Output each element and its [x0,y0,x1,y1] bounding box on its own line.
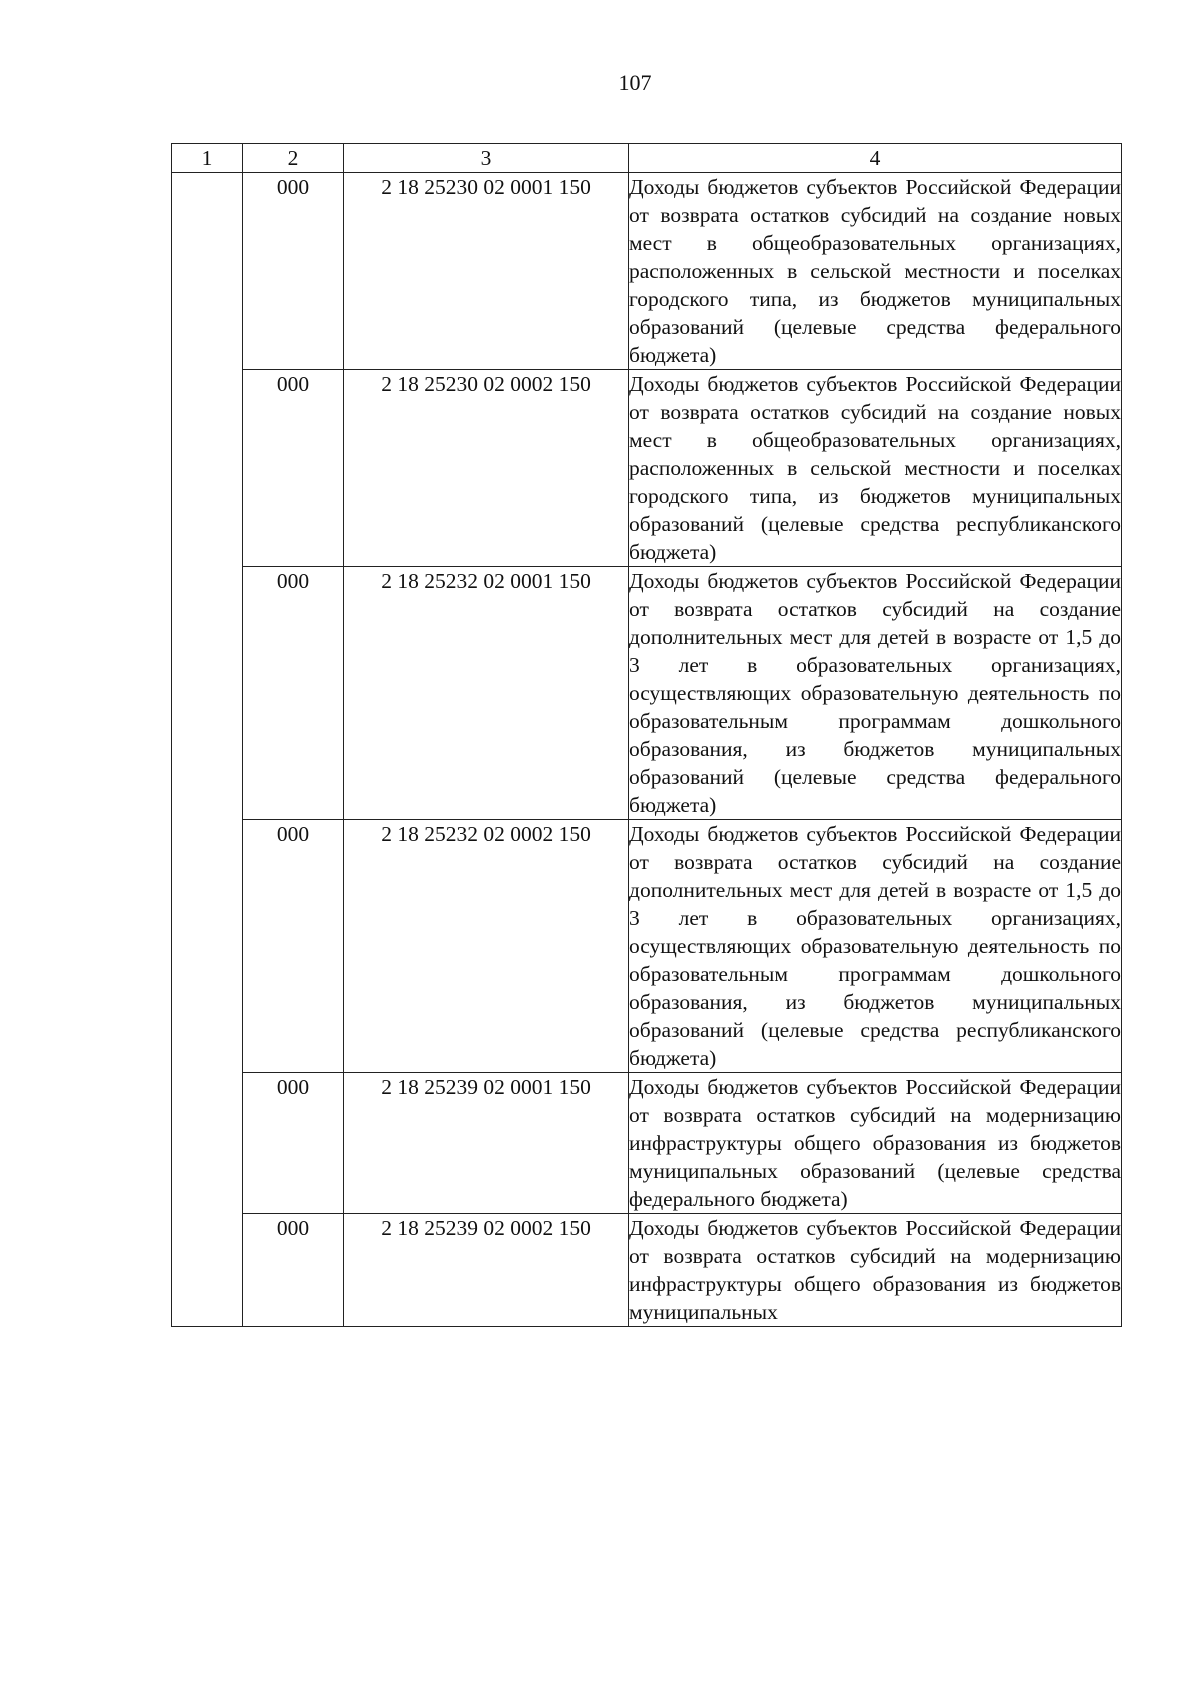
merged-column-1-cell [172,173,243,1327]
income-description-cell: Доходы бюджетов субъектов Российской Федерации от возврата остатков субсидий на создание дополнительных мест для детей в возрасте от 1,5 до 3 лет в образовательных организациях, осуществляющих образовательную деятельность по образовательным программам дошкольного образования, из бюджетов муниципальных образований (целевые средства федерального бюджета) [629,567,1122,820]
income-description-cell: Доходы бюджетов субъектов Российской Федерации от возврата остатков субсидий на модернизацию инфраструктуры общего образования из бюджетов муниципальных образований (целевые средства федерального бюджета) [629,1073,1122,1214]
header-cell-1: 1 [172,144,243,173]
table-row [172,567,1122,820]
income-code-cell: 2 18 25232 02 0001 150 [344,567,629,820]
income-description-cell: Доходы бюджетов субъектов Российской Федерации от возврата остатков субсидий на создание новых мест в общеобразовательных организациях, расположенных в сельской местности и поселках городского типа, из бюджетов муниципальных образований (целевые средства республиканского бюджета) [629,370,1122,567]
header-cell-3: 3 [344,144,629,173]
income-code-cell: 2 18 25230 02 0001 150 [344,173,629,370]
income-code-cell: 2 18 25230 02 0002 150 [344,370,629,567]
admin-code-cell: 000 [243,1214,344,1327]
admin-code-cell: 000 [243,173,344,370]
income-description-cell: Доходы бюджетов субъектов Российской Федерации от возврата остатков субсидий на модернизацию инфраструктуры общего образования из бюджетов муниципальных [629,1214,1122,1327]
income-code-cell: 2 18 25239 02 0002 150 [344,1214,629,1327]
table-row [172,1214,1122,1327]
table-row [172,173,1122,370]
income-description-cell: Доходы бюджетов субъектов Российской Федерации от возврата остатков субсидий на создание новых мест в общеобразовательных организациях, расположенных в сельской местности и поселках городского типа, из бюджетов муниципальных образований (целевые средства федерального бюджета) [629,173,1122,370]
admin-code-cell: 000 [243,567,344,820]
admin-code-cell: 000 [243,1073,344,1214]
table-header-row [172,144,1122,173]
table-row [172,820,1122,1073]
income-code-cell: 2 18 25239 02 0001 150 [344,1073,629,1214]
income-description-cell: Доходы бюджетов субъектов Российской Федерации от возврата остатков субсидий на создание дополнительных мест для детей в возрасте от 1,5 до 3 лет в образовательных организациях, осуществляющих образовательную деятельность по образовательным программам дошкольного образования, из бюджетов муниципальных образований (целевые средства республиканского бюджета) [629,820,1122,1073]
budget-codes-table [171,143,1122,1327]
table-row [172,370,1122,567]
table-row [172,1073,1122,1214]
header-cell-2: 2 [243,144,344,173]
header-cell-4: 4 [629,144,1122,173]
page-number: 107 [618,70,652,95]
income-code-cell: 2 18 25232 02 0002 150 [344,820,629,1073]
admin-code-cell: 000 [243,370,344,567]
admin-code-cell: 000 [243,820,344,1073]
